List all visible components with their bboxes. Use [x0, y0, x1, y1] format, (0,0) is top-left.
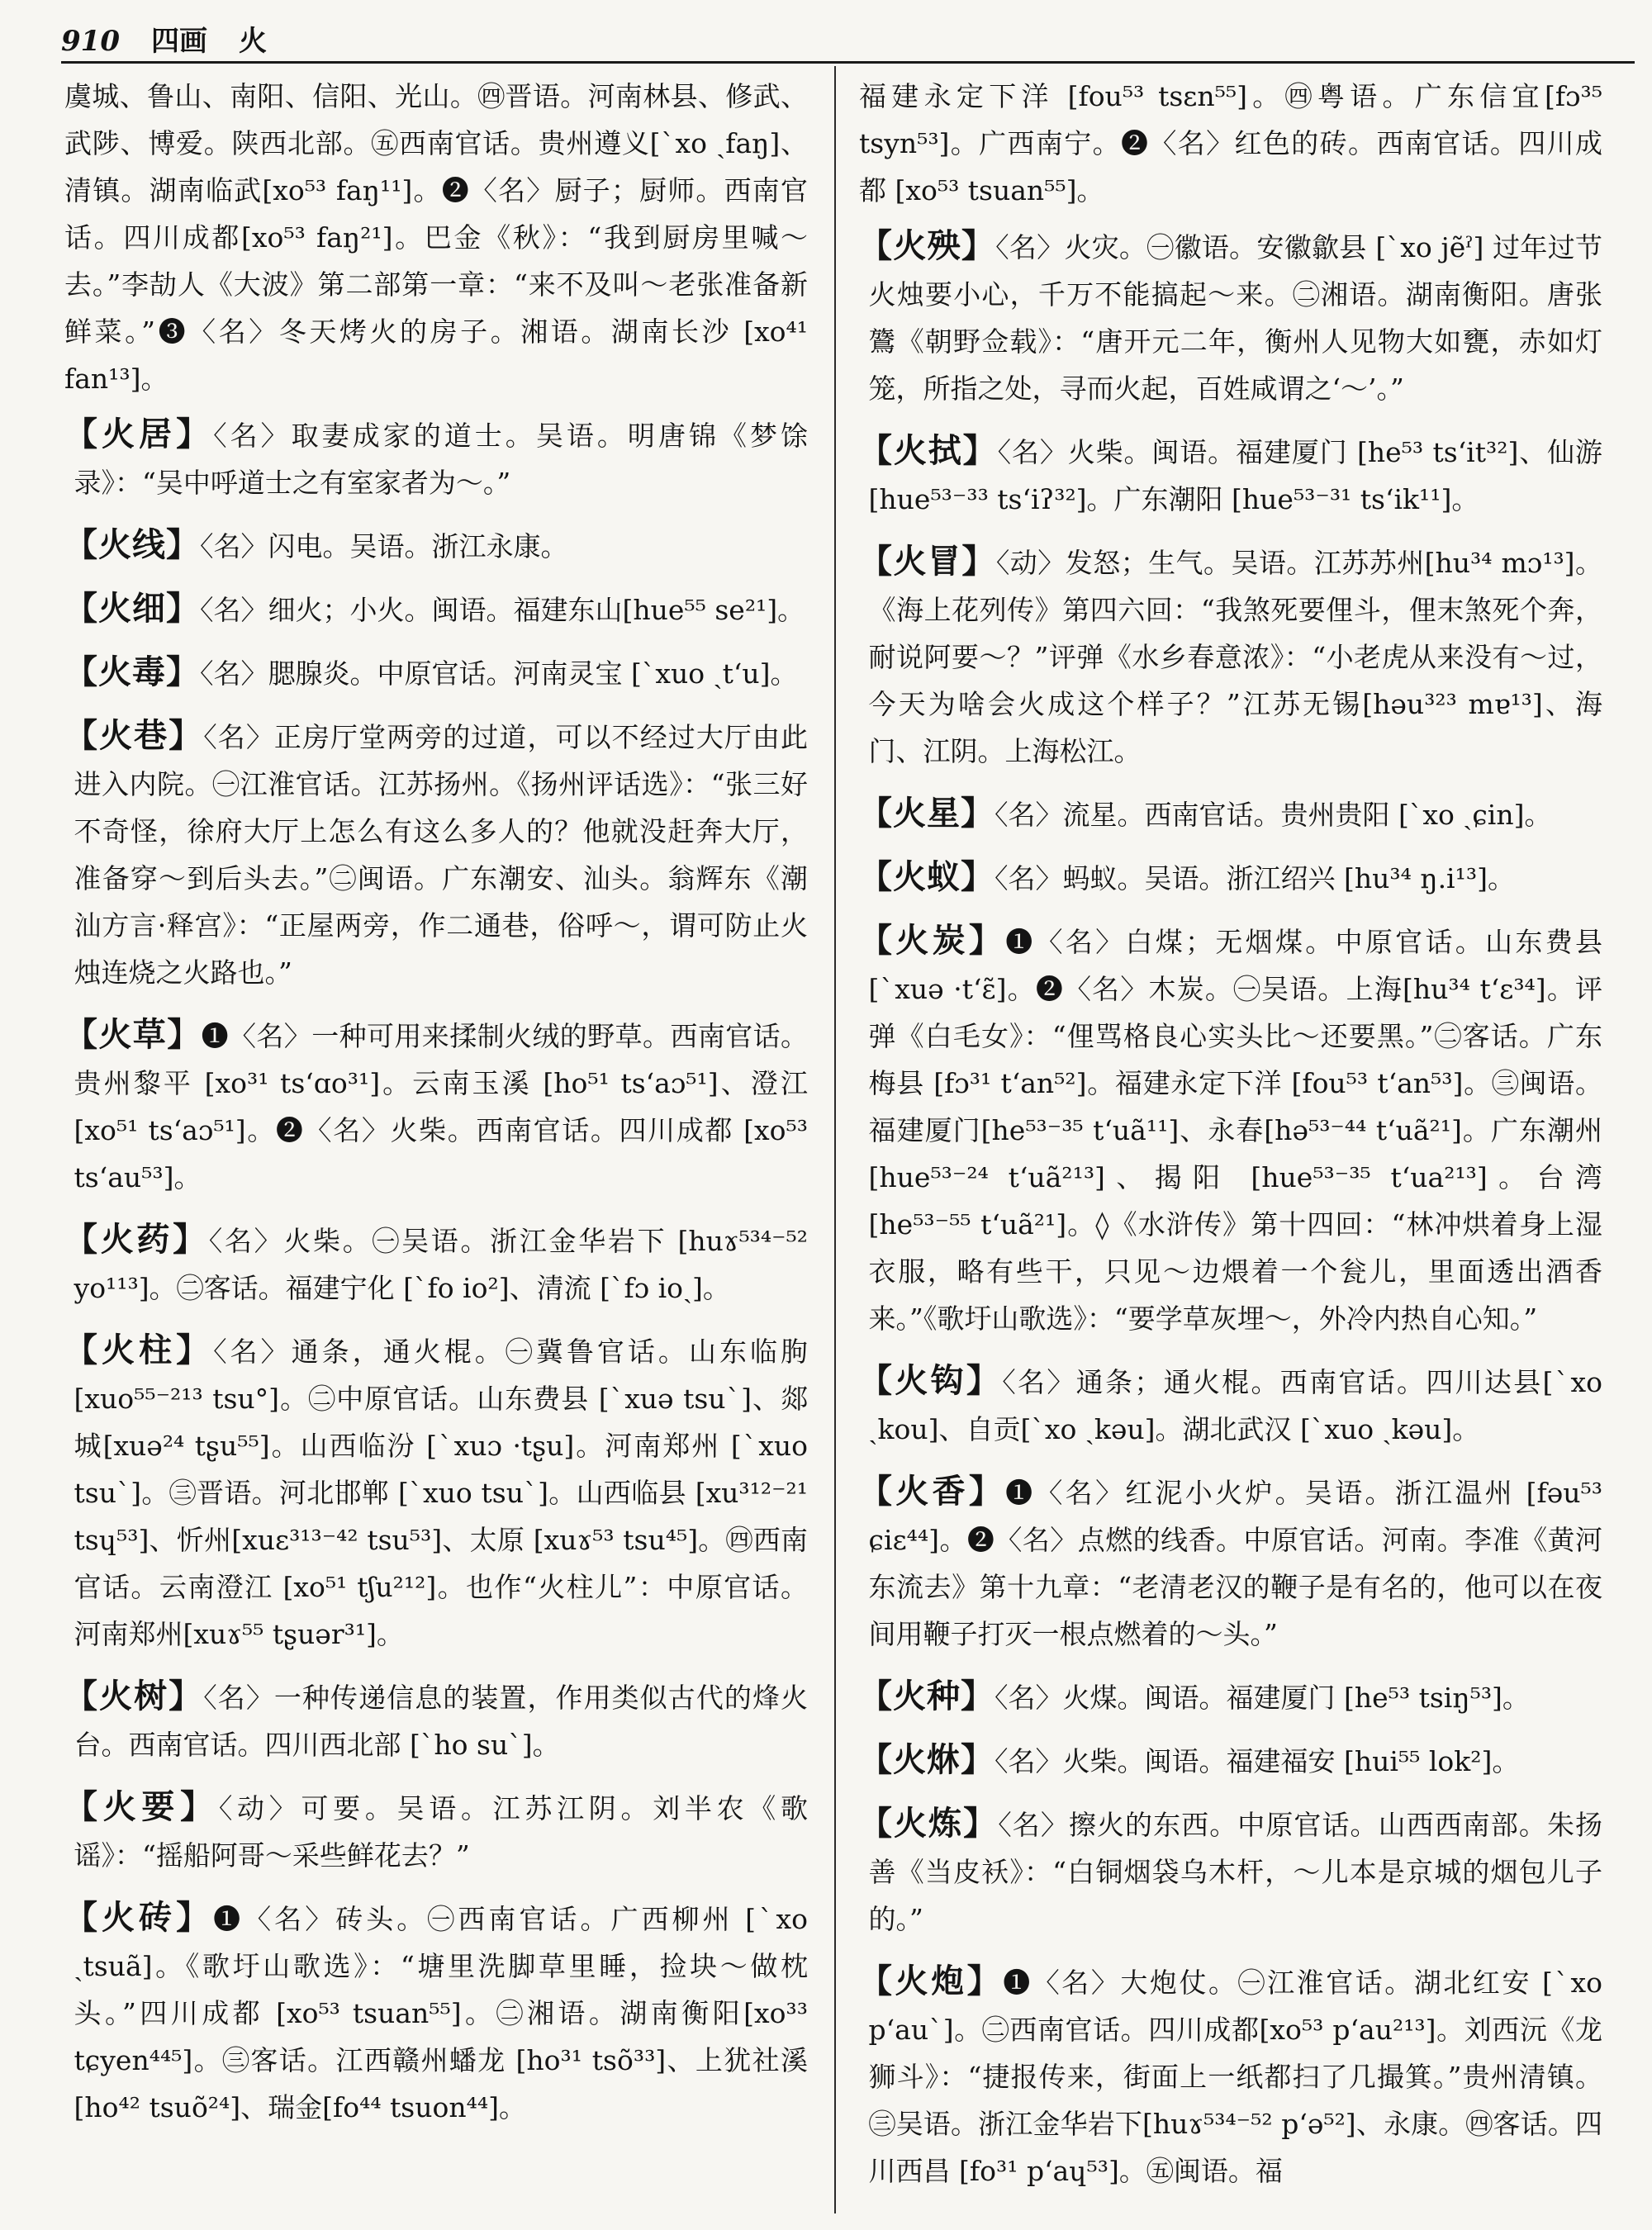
entry-headword: 【火冒】 [859, 542, 996, 581]
entry-headword: 【火细】 [64, 589, 200, 628]
entry-headword: 【火炮】 [859, 1962, 1004, 2000]
dictionary-entry [859, 427, 1602, 523]
entry-definition: 〈名〉蚂蚁。吴语。浙江绍兴 [hu³⁴ ŋ.i¹³]。 [995, 862, 1515, 894]
dictionary-entry [64, 648, 808, 697]
entry-definition: 〈动〉可要。吴语。江苏江阴。刘半农《歌谣》：“摇船阿哥～采些鲜花去？” [74, 1792, 808, 1872]
dictionary-entry [859, 1468, 1602, 1658]
dictionary-entry [64, 1216, 808, 1312]
dictionary-entry [64, 521, 808, 570]
entry-definition: ❶〈名〉砖头。㊀西南官话。广西柳州 [ˋxo ˏtsuã]。《歌圩山歌选》：“塘里洗脚草里睡，捡块～做枕头。”四川成都 [xo⁵³ tsuan⁵⁵]。㊁湘语。湖南衡阳[xo³³ tɕyen⁴⁴⁵]。㊂客话。江西赣州蟠龙 [ho³¹ tsõ³³]、上犹社溪[ho⁴² tsuõ²⁴]、瑞金[fo⁴⁴ tsuon⁴⁴]。 [74, 1903, 808, 2123]
entry-headword: 【火草】 [64, 1015, 202, 1054]
entry-definition: 〈名〉细火；小火。闽语。福建东山[hue⁵⁵ se²¹]。 [200, 594, 805, 626]
entry-definition: ❶〈名〉白煤；无烟煤。中原官话。山东费县 [ˋxuə ·tʻɛ̃]。❷〈名〉木炭。㊀吴语。上海[hu³⁴ tʻɛ³⁴]。评弹《白毛女》：“俚骂格良心实头比～还要黑。”㊁客话。广东梅县 [fɔ³¹ tʻan⁵²]。福建永定下洋 [fou⁵³ tʻan⁵³]。㊂闽语。福建厦门[he⁵³⁻³⁵ tʻuã¹¹]、永春[hə⁵³⁻⁴⁴ tʻuã²¹]。广东潮州[hue⁵³⁻²⁴ tʻuã²¹³]、揭阳 [hue⁵³⁻³⁵ tʻua²¹³]。台湾 [he⁵³⁻⁵⁵ tʻuã²¹]。◊《水浒传》第十四回：“林冲烘着身上湿衣服，略有些干，只见～边煨着一个瓮儿，里面透出酒香来。”《歌圩山歌选》：“要学草灰埋～，外冷内热自心知。” [868, 926, 1602, 1335]
entry-headword: 【火毒】 [64, 652, 200, 691]
entry-headword: 【火蚁】 [859, 857, 995, 896]
entry-headword: 【火砖】 [64, 1898, 214, 1937]
continuation-text: 福建永定下洋 [fou⁵³ tsɛn⁵⁵]。㊃粤语。广东信宜[fɔ³⁵ tsyn⁵³]。广西南宁。❷〈名〉红色的砖。西南官话。四川成都 [xo⁵³ tsuan⁵⁵]。 [859, 80, 1602, 206]
entry-headword: 【火种】 [859, 1677, 995, 1715]
dictionary-entry [859, 1800, 1602, 1943]
dictionary-entry [859, 538, 1602, 775]
continuation-text: 虞城、鲁山、南阳、信阳、光山。㊃晋语。河南林县、修武、武陟、博爱。陕西北部。㊄西南官话。贵州遵义[ˋxo ˏfaŋ]、清镇。湖南临武[xo⁵³ faŋ¹¹]。❷〈名〉厨子；厨师。西南官话。四川成都[xo⁵³ faŋ²¹]。巴金《秋》：“我到厨房里喊～去。”李劼人《大波》第二部第一章：“来不及叫～老张准备新鲜菜。”❸〈名〉冬天烤火的房子。湘语。湖南长沙 [xo⁴¹ fan¹³]。 [64, 80, 808, 395]
dictionary-entry [64, 1326, 808, 1658]
entry-headword: 【火树】 [64, 1677, 204, 1715]
entry-definition: 〈名〉闪电。吴语。浙江永康。 [200, 530, 568, 562]
entry-definition: 〈名〉通条；通火棍。西南官话。四川达县[ˋxo ˏkou]、自贡[ˋxo ˏkəu]。湖北武汉 [ˋxuo ˏkəu]。 [868, 1366, 1602, 1445]
dictionary-entry [64, 712, 808, 996]
entry-definition: 〈名〉火柴。闽语。福建厦门 [he⁵³ tsʻit³²]、仙游[hue⁵³⁻³³ tsʻiʔ³²]。广东潮阳 [hue⁵³⁻³¹ tsʻik¹¹]。 [868, 436, 1602, 515]
entry-definition: 〈名〉正房厅堂两旁的过道，可以不经过大厅由此进入内院。㊀江淮官话。江苏扬州。《扬州评话选》：“张三好不奇怪，徐府大厅上怎么有这么多人的？他就没赶奔大厅，准备穿～到后头去。”㊁闽语。广东潮安、汕头。翁辉东《潮汕方言·释宫》：“正屋两旁，作二通巷，俗呼～，谓可防止火烛连烧之火路也。” [74, 721, 808, 989]
entry-headword: 【火星】 [859, 794, 995, 833]
entry-headword: 【火柱】 [64, 1331, 214, 1369]
entry-headword: 【火炼】 [859, 1804, 999, 1843]
entry-headword: 【火拭】 [859, 431, 998, 470]
dictionary-entry [859, 853, 1602, 902]
entry-headword: 【火殃】 [859, 226, 996, 265]
column-divider [834, 66, 836, 2213]
entry-definition: 〈名〉取妻成家的道士。吴语。明唐锦《梦馀录》：“吴中呼道士之有室家者为～。” [74, 420, 808, 499]
dictionary-entry [859, 1957, 1602, 2194]
dictionary-entry [64, 1011, 808, 1201]
entry-definition: 〈名〉流星。西南官话。贵州贵阳 [ˋxo ˏɕin]。 [995, 799, 1552, 831]
dictionary-entry [859, 917, 1602, 1342]
dictionary-entry [859, 790, 1602, 838]
entry-definition: 〈动〉发怒；生气。吴语。江苏苏州[hu³⁴ mɔ¹³]。《海上花列传》第四六回：“我煞死要俚斗，俚末煞死个奔，耐说阿要～？”评弹《水乡春意浓》：“小老虎从来没有～过，今天为啥会火成这个样子？”江苏无锡[həu³²³ mɐ¹³]、海门、江阴。上海松江。 [868, 547, 1602, 767]
dictionary-entry [859, 222, 1602, 412]
entry-definition: 〈名〉擦火的东西。中原官话。山西西南部。朱扬善《当皮袄》：“白铜烟袋乌木杆，～儿本是京城的烟包儿子的。” [868, 1809, 1602, 1935]
entry-headword: 【火要】 [64, 1787, 219, 1826]
stroke-section: 四画 [150, 25, 207, 58]
dictionary-entry [64, 410, 808, 506]
dictionary-entry [64, 1672, 808, 1768]
entry-headword: 【火香】 [859, 1472, 1006, 1511]
dictionary-entry [859, 1672, 1602, 1721]
left-column [64, 73, 808, 2220]
entry-definition: ❶〈名〉红泥小火炉。吴语。浙江温州 [fəu⁵³ ɕiɛ⁴⁴]。❷〈名〉点燃的线香。中原官话。河南。李准《黄河东流去》第十九章：“老清老汉的鞭子是有名的，他可以在夜间用鞭子打灭一根点燃着的～头。” [868, 1477, 1602, 1650]
entry-definition: ❶〈名〉大炮仗。㊀江淮官话。湖北红安 [ˋxo pʻauˋ]。㊁西南官话。四川成都[xo⁵³ pʻau²¹³]。刘西沅《龙狮斗》：“捷报传来，街面上一纸都扫了几撮箕。”贵州清镇。㊂吴语。浙江金华岩下[huɤ⁵³⁴⁻⁵² pʻə⁵²]、永康。㊃客话。四川西昌 [fo³¹ pʻaɥ⁵³]。㊄闽语。福 [868, 1967, 1602, 2187]
radical-heading: 火 [238, 25, 267, 58]
dictionary-entry [859, 1736, 1602, 1785]
entry-definition: 〈名〉通条，通火棍。㊀冀鲁官话。山东临朐[xuo⁵⁵⁻²¹³ tsu°]。㊁中原官话。山东费县 [ˋxuə tsuˋ]、郯城[xuə²⁴ tʂu⁵⁵]。山西临汾 [ˋxuɔ ·tʂu]。河南郑州 [ˋxuo tsuˋ]。㊂晋语。河北邯郸 [ˋxuo tsuˋ]。山西临县 [xu³¹²⁻²¹ tsɥ⁵³]、忻州[xuɛ³¹³⁻⁴² tsu⁵³]、太原 [xuɤ⁵³ tsu⁴⁵]。㊃西南官话。云南澄江 [xo⁵¹ tʃu²¹²]。也作“火柱儿”：中原官话。河南郑州[xuɤ⁵⁵ tʂuər³¹]。 [74, 1336, 808, 1650]
entry-headword: 【火烌】 [859, 1740, 995, 1779]
entry-headword: 【火线】 [64, 525, 200, 564]
entry-headword: 【火居】 [64, 415, 214, 453]
entry-headword: 【火药】 [64, 1220, 209, 1259]
entry-definition: 〈名〉火煤。闽语。福建厦门 [he⁵³ tsiŋ⁵³]。 [995, 1682, 1530, 1714]
entry-definition: 〈名〉火灾。㊀徽语。安徽歙县 [ˋxo jẽˀ] 过年过节火烛要小心，千万不能搞起～来。㊁湘语。湖南衡阳。唐张鷟《朝野佥载》：“唐开元二年，衡州人见物大如甕，赤如灯笼，所指之处，寻而火起，百姓咸谓之‘～’。” [868, 231, 1602, 405]
running-head [61, 18, 1635, 64]
dictionary-entry [64, 585, 808, 633]
right-column [859, 73, 1602, 2220]
dictionary-entry [64, 1783, 808, 1879]
dictionary-entry [859, 1357, 1602, 1453]
entry-definition: 〈名〉火柴。㊀吴语。浙江金华岩下 [huɤ⁵³⁴⁻⁵² yo¹¹³]。㊁客话。福建宁化 [ˋfo io²]、清流 [ˋfɔ ioˎ]。 [74, 1225, 808, 1304]
entry-headword: 【火炭】 [859, 921, 1006, 960]
entry-headword: 【火钩】 [859, 1361, 1003, 1400]
entry-definition: 〈名〉火柴。闽语。福建福安 [hui⁵⁵ lok²]。 [995, 1745, 1520, 1777]
page-number: 910 [61, 25, 120, 58]
entry-headword: 【火巷】 [64, 716, 204, 755]
dictionary-entry [64, 1894, 808, 2131]
entry-definition: 〈名〉一种传递信息的装置，作用类似古代的烽火台。西南官话。四川西北部 [ˋho suˋ]。 [74, 1682, 808, 1761]
entry-definition: ❶〈名〉一种可用来揉制火绒的野草。西南官话。贵州黎平 [xo³¹ tsʻɑo³¹]。云南玉溪 [ho⁵¹ tsʻaɔ⁵¹]、澄江[xo⁵¹ tsʻaɔ⁵¹]。❷〈名〉火柴。西南官话。四川成都 [xo⁵³ tsʻau⁵³]。 [74, 1020, 808, 1193]
entry-definition: 〈名〉腮腺炎。中原官话。河南灵宝 [ˋxuo ˏtʻu]。 [200, 657, 798, 690]
